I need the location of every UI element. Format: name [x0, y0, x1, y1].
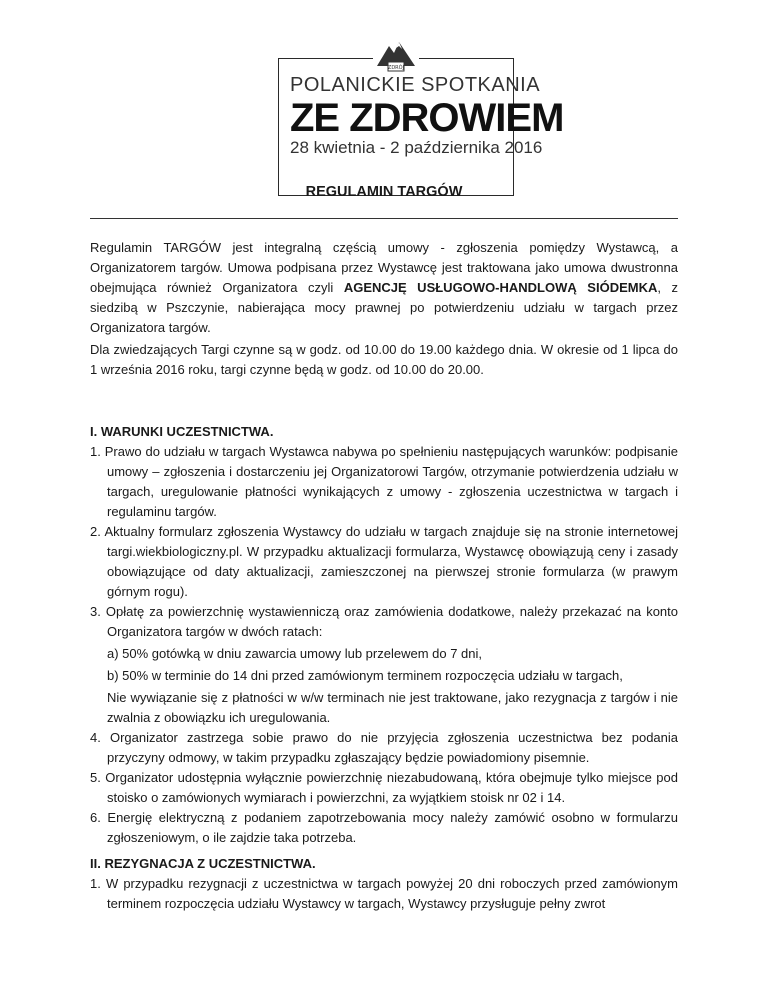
intro-text-b: , z siedzibą w Pszczynie, nabierająca mocy prawnej po potwierdzeniu udziału w targach przez Organizatora targów.: [90, 280, 678, 335]
organizer-name: AGENCJĘ USŁUGOWO-HANDLOWĄ SIÓDEMKA: [343, 280, 658, 295]
section-1-list: [90, 442, 678, 848]
list-item: 4. Organizator zastrzega sobie prawo do nie przyjęcia zgłoszenia uczestnictwa bez podania przyczyny odmowy, w takim przypadku zgłaszający będzie powiadomiony pisemnie.: [90, 730, 678, 765]
list-item: 5. Organizator udostępnia wyłącznie powierzchnię niezabudowaną, która obejmuje tylko miejsce pod stoisko o zamówionych wymiarach i powierzchni, za wyjątkiem stoisk nr 02 i 14.: [90, 770, 678, 805]
list-item: 1. Prawo do udziału w targach Wystawca nabywa po spełnieniu następujących warunków: podpisanie umowy – zgłoszenia i dostarczeniu jej Organizatorowi Targów, otrzymanie potwierdzenia udziału w targach, uregulowanie płatności wynikających z umowy - zgłoszenia uczestnictwa w targach i regulaminu targów.: [90, 444, 678, 519]
list-item: 1. W przypadku rezygnacji z uczestnictwa w targach powyżej 20 dni roboczych przed zamówionym terminem rozpoczęcia udziału Wystawcy w targach, Wystawcy przysługuje pełny zwrot: [90, 876, 678, 911]
event-title-line1: POLANICKIE SPOTKANIA: [290, 74, 541, 96]
document-title: REGULAMIN TARGÓW: [305, 184, 463, 200]
intro-text-a: Regulamin TARGÓW jest integralną częścią umowy - zgłoszenia pomiędzy Wystawcą, a Organizatorem targów. Umowa podpisana przez Wystawcę jest traktowana jako umowa dwustronna obejmująca również Organizatora czyli: [90, 240, 678, 295]
sub-item-b: b) 50% w terminie do 14 dni przed zamówionym terminem rozpoczęcia udziału w targach,: [107, 668, 623, 683]
intro-paragraph-1: [90, 238, 678, 338]
payment-note: Nie wywiązanie się z płatności w w/w terminach nie jest traktowane, jako rezygnacja z targów i nie zwalnia z obowiązku ich uregulowania.: [107, 690, 678, 725]
list-item: 2. Aktualny formularz zgłoszenia Wystawcy do udziału w targach znajduje się na stronie internetowej targi.wiekbiologiczny.pl. W przypadku aktualizacji formularza, Wystawcę obowiązują ceny i zasady obowiązujące od daty aktualizacji, zamieszczonej na pierwszej stronie formularza (w prawym górnym rogu).: [90, 524, 678, 599]
intro-paragraph-2: Dla zwiedzających Targi czynne są w godz. od 10.00 do 19.00 każdego dnia. W okresie od 1 lipca do 1 września 2016 roku, targi czynne będą w godz. od 10.00 do 20.00.: [90, 342, 678, 377]
event-title-line2: ZE ZDROWIEM: [290, 96, 564, 140]
event-logo: [278, 36, 564, 164]
event-dates: 28 kwietnia - 2 października 2016: [290, 138, 543, 157]
sub-item-a: a) 50% gotówką w dniu zawarcia umowy lub przelewem do 7 dni,: [107, 646, 483, 661]
section-2-list: [90, 874, 678, 914]
logo-small-text: ZDRÓJ: [387, 65, 405, 71]
list-item: 6. Energię elektryczną z podaniem zapotrzebowania mocy należy zamówić osobno w formularzu zgłoszeniowym, o ile zajdzie taka potrzeba.: [90, 810, 678, 845]
section-2-heading: II. REZYGNACJA Z UCZESTNICTWA.: [90, 856, 316, 871]
list-item: 3. Opłatę za powierzchnię wystawienniczą oraz zamówienia dodatkowe, należy przekazać na konto Organizatora targów w dwóch ratach:: [90, 604, 678, 639]
section-1-heading: I. WARUNKI UCZESTNICTWA.: [90, 424, 274, 439]
title-divider: [90, 218, 678, 219]
mountain-logo-icon: [373, 36, 419, 76]
